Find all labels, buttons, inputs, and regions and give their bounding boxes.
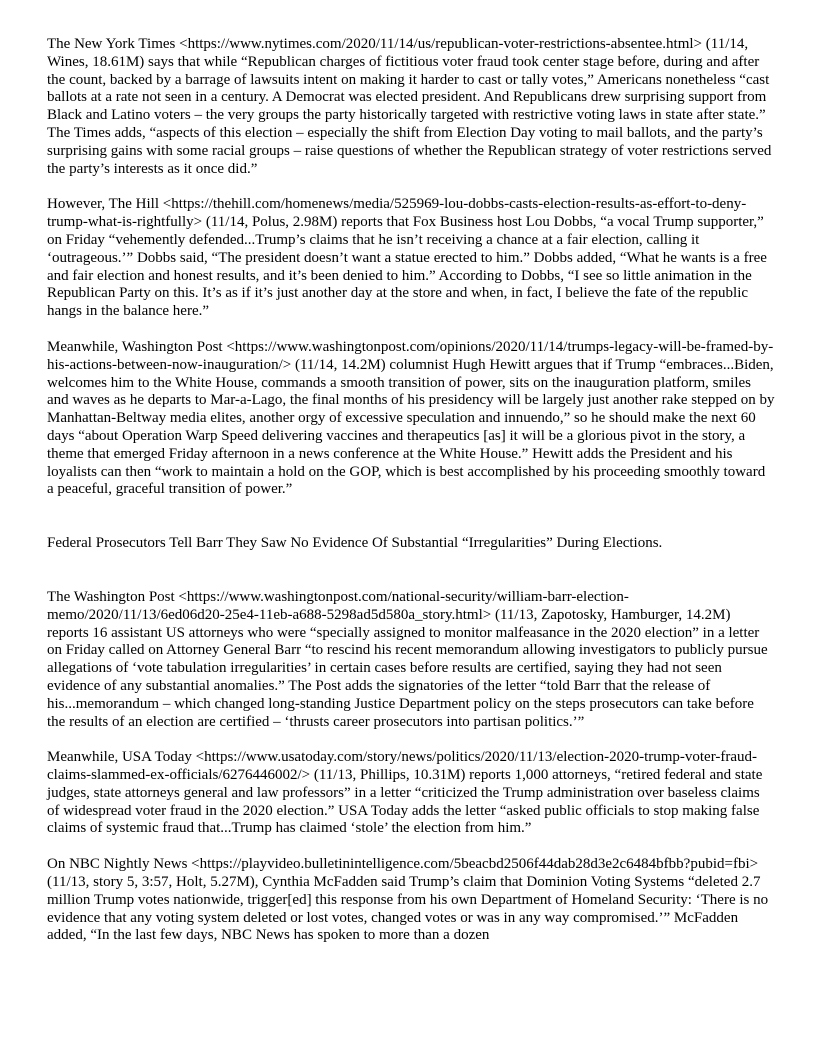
paragraph-nyt: The New York Times <https://www.nytimes.com/2020/11/14/us/republican-voter-restrictions-absentee.html> (11/14, Wines, 18.61M) says that while “Republican charges of fictitious voter fraud took center stage before, during and after the count, backed by a barrage of lawsuits intent on making it harder to cast or tally votes,” Americans nonetheless “cast ballots at a rate not seen in a century. A Democrat was elected president. And Republicans drew surprising support from Black and Latino voters – the very groups the party historically targeted with restrictive voting laws in state after state.” The Times adds, “aspects of this election – especially the shift from Election Day voting to mail ballots, and the party’s surprising gains with some racial groups – raise questions of whether the Republican strategy of voter restrictions served the party’s interests as it once did.”	[47, 36, 772, 177]
document-page	[47, 36, 775, 963]
paragraph-nbc-nightly-news: On NBC Nightly News <https://playvideo.bulletinintelligence.com/5beacbd2506f44dab28d3e2c6484bfbb?pubid=fbi> (11/13, story 5, 3:57, Holt, 5.27M), Cynthia McFadden said Trump’s claim that Dominion Voting Systems “deleted 2.7 million Trump votes nationwide, trigger[ed] this response from his own Department of Homeland Security: ‘There is no evidence that any voting system deleted or lost votes, changed votes or was in any way compromised.’” McFadden added, “In the last few days, NBC News has spoken to more than a dozen	[47, 856, 769, 944]
paragraph-washington-post-barr: The Washington Post <https://www.washingtonpost.com/national-security/william-barr-election-memo/2020/11/13/6ed06d20-25e4-11eb-a688-5298ad5d580a_story.html> (11/13, Zapotosky, Hamburger, 14.2M) reports 16 assistant US attorneys who were “specially assigned to monitor malfeasance in the 2020 election” in a letter on Friday called on Attorney General Barr “to rescind his recent memorandum allowing investigators to publicly pursue allegations of ‘vote tabulation irregularities’ in certain cases before results are certified, saying they had not seen evidence of any substantial anomalies.” The Post adds the signatories of the letter “told Barr that the release of his...memorandum – which changed long-standing Justice Department policy on the steps prosecutors can take before the results of an election are certified – ‘thrusts career prosecutors into partisan politics.’”	[47, 588, 768, 730]
paragraph-usa-today: Meanwhile, USA Today <https://www.usatoday.com/story/news/politics/2020/11/13/election-2020-trump-voter-fraud-claims-slammed-ex-officials/6276446002/> (11/13, Phillips, 10.31M) reports 1,000 attorneys, “retired federal and state judges, state attorneys general and law professors” in a letter “criticized the Trump administration over baseless claims of widespread voter fraud in the 2020 election.” USA Today adds the letter “asked public officials to stop making false claims of systemic fraud that...Trump has claimed ‘stole’ the election from him.”	[47, 749, 763, 837]
paragraph-washington-post-hewitt: Meanwhile, Washington Post <https://www.washingtonpost.com/opinions/2020/11/14/trumps-legacy-will-be-framed-by-his-actions-between-now-inauguration/> (11/14, 14.2M) columnist Hugh Hewitt argues that if Trump “embraces...Biden, welcomes him to the White House, commands a smooth transition of power, sits on the inauguration platform, smiles and waves as he departs to Mar-a-Lago, the final months of his presidency will be largely just another rake stepped on by Manhattan-Beltway media elites, another orgy of excessive speculation and innuendo,” so he should make the next 60 days “about Operation Warp Speed delivering vaccines and therapeutics [as] it will be a glorious pivot in the story, a theme that emerged Friday afternoon in a news conference at the White House.” Hewitt adds the President and his loyalists can then “work to maintain a hold on the GOP, which is best accomplished by his proceeding smoothly toward a peaceful, graceful transition of power.”	[47, 338, 775, 498]
paragraph-the-hill: However, The Hill <https://thehill.com/homenews/media/525969-lou-dobbs-casts-election-results-as-effort-to-deny-trump-what-is-rightfully> (11/14, Polus, 2.98M) reports that Fox Business host Lou Dobbs, “a vocal Trump supporter,” on Friday “vehemently defended...Trump’s claims that he isn’t receiving a chance at a fair election, calling it ‘outrageous.’” Dobbs said, “The president doesn’t want a statue erected to him.” Dobbs added, “What he wants is a free and fair election and honest results, and it’s been denied to him.” According to Dobbs, “I see so little animation in the Republican Party on this. It’s as if it’s just another day at the store and when, in fact, I believe the fate of the republic hangs in the balance here.”	[47, 196, 767, 320]
section-heading: Federal Prosecutors Tell Barr They Saw No Evidence Of Substantial “Irregularities” During Elections.	[47, 535, 663, 552]
